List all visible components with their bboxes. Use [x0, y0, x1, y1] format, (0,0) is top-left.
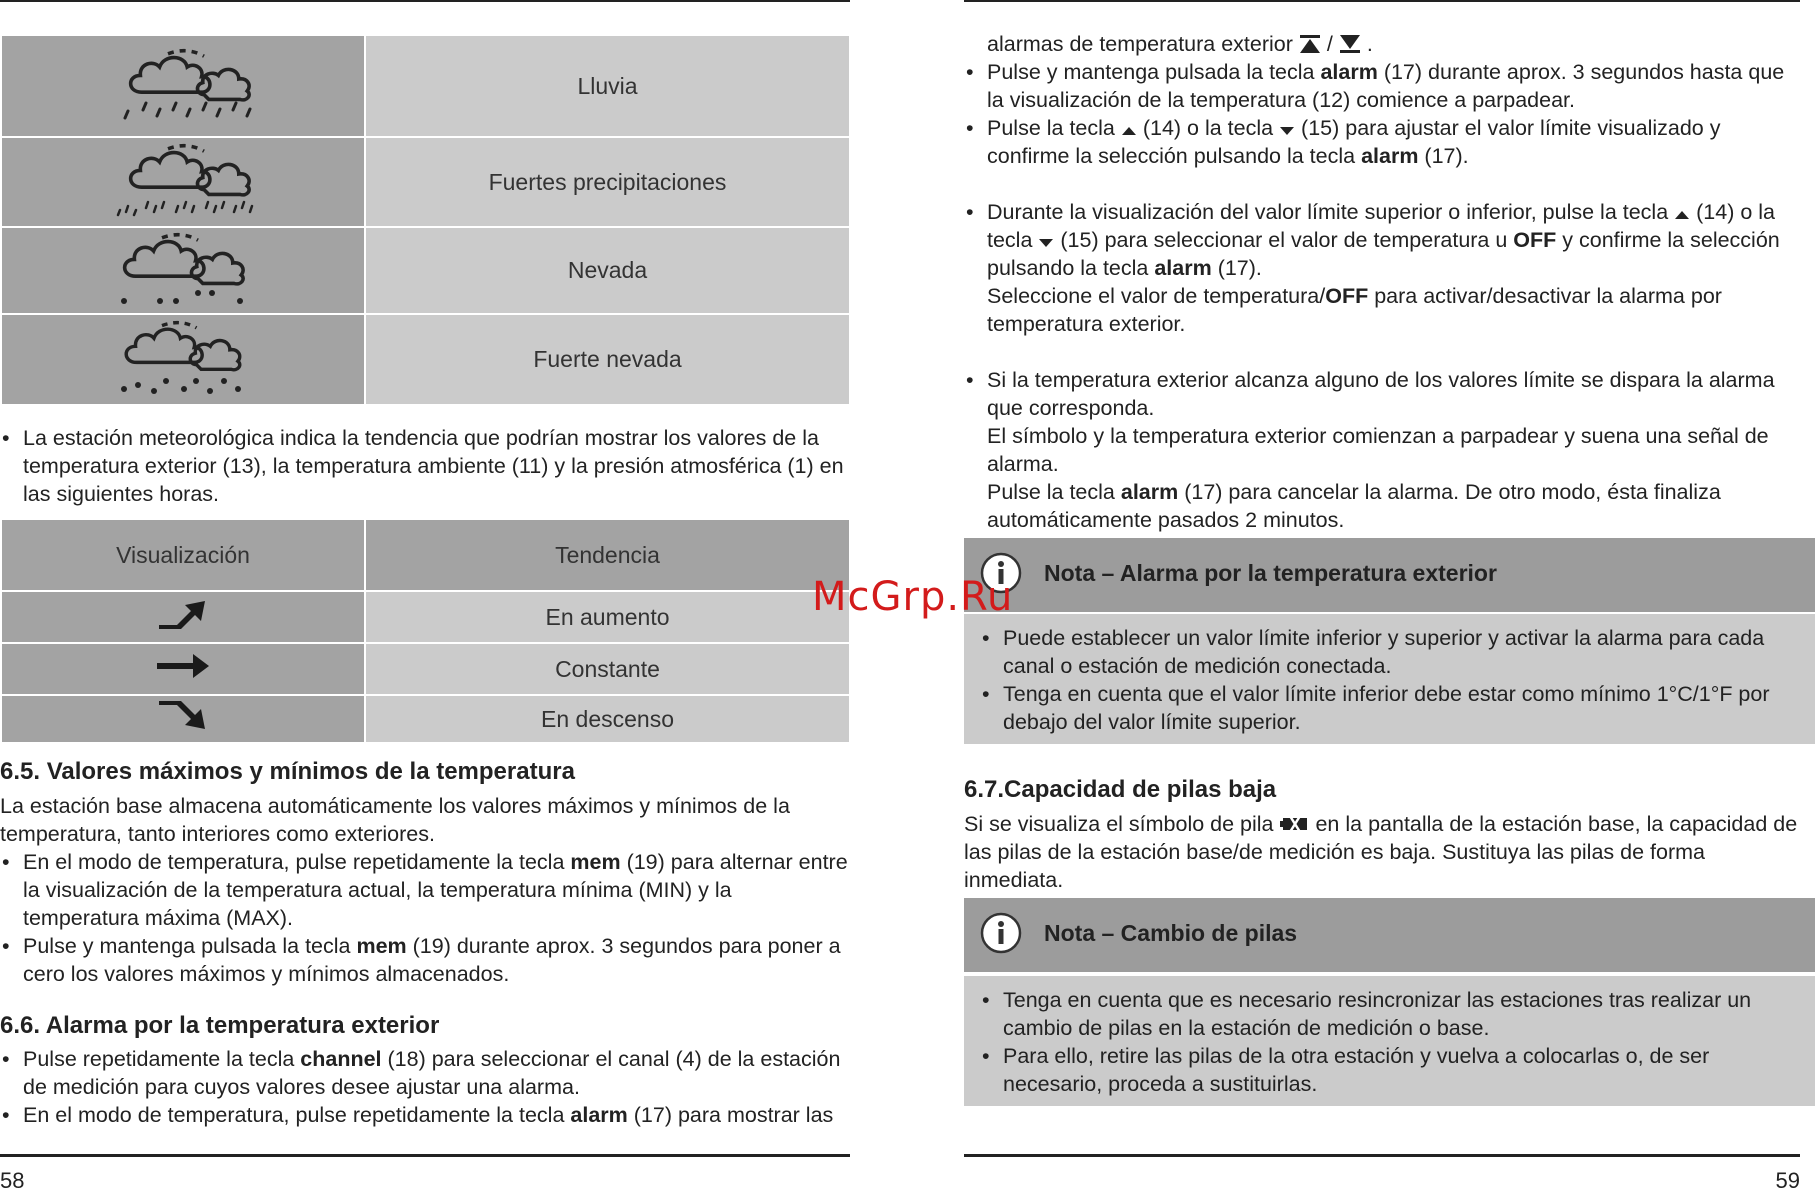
top-rule [0, 0, 850, 2]
snow-icon [98, 229, 268, 307]
down-key-icon [1038, 236, 1054, 250]
table-row [1, 591, 850, 643]
weather-label: Nevada [365, 227, 850, 314]
section-6-6-body [0, 1045, 850, 1129]
list-item: • Para ello, retire las pilas de la otra estación y vuelva a colocarlas o, de ser necesario, proceda a sustituirlas. [980, 1042, 1803, 1098]
down-key-icon [1279, 124, 1295, 138]
section-title-6-6: 6.6. Alarma por la temperatura exterior [0, 1012, 440, 1039]
heavy-rain-icon [98, 140, 268, 218]
list-item: • La estación meteorológica indica la tendencia que podrían mostrar los valores de la temperatura exterior (13), la temperatura ambiente (11) y la presión atmosférica (1) en las siguientes horas. [0, 424, 850, 508]
weather-symbol-table [0, 34, 851, 406]
page-number: 59 [1775, 1168, 1800, 1193]
header-display: Visualización [1, 519, 365, 591]
list-item: • Tenga en cuenta que el valor límite inferior debe estar como mínimo 1°C/1°F por debajo del valor límite superior. [980, 680, 1803, 736]
left-page [0, 0, 850, 1195]
trend-label: En aumento [365, 591, 850, 643]
note-body [964, 614, 1815, 744]
header-trend: Tendencia [365, 519, 850, 591]
min-limit-icon [1339, 34, 1361, 54]
bottom-rule [0, 1154, 850, 1157]
rain-icon [98, 43, 268, 123]
list-item: • Pulse y mantenga pulsada la tecla alarm (17) durante aprox. 3 segundos hasta que la visualización de la temperatura (12) comience a parpadear. [964, 58, 1800, 114]
note-header [964, 898, 1815, 972]
paragraph: alarmas de temperatura exterior / . [987, 32, 1373, 56]
section-6-7-body [964, 810, 1800, 894]
note-header [964, 538, 1815, 612]
list-item: • En el modo de temperatura, pulse repetidamente la tecla alarm (17) para mostrar las [0, 1101, 850, 1129]
arrow-up-icon [157, 597, 209, 631]
trend-intro [0, 424, 850, 508]
trend-table [0, 518, 851, 744]
watermark: McGrp.Ru [812, 574, 1014, 620]
table-header-row [1, 519, 850, 591]
list-item: • En el modo de temperatura, pulse repetidamente la tecla mem (19) para alternar entre la visualización de la temperatura actual, la temperatura mínima (MIN) y la temperatura máxima (MAX). [0, 848, 850, 932]
table-row [1, 227, 850, 314]
list-item: • Durante la visualización del valor límite superior o inferior, pulse la tecla (14) o la tecla (15) para seleccionar el valor de temperatura u OFF y confirme la selección pulsando la tecla alarm (17). Seleccione el valor de temperatura/OFF para activar/desactivar la alarma por temperatura exterior. [964, 198, 1800, 338]
max-limit-icon [1299, 34, 1321, 54]
note-title: Nota – Cambio de pilas [1044, 920, 1298, 946]
bottom-rule [964, 1154, 1800, 1157]
note-title: Nota – Alarma por la temperatura exterior [1044, 560, 1497, 586]
heavy-snow-icon [98, 317, 268, 397]
top-rule [964, 0, 1800, 2]
paragraph: La estación base almacena automáticamente los valores máximos y mínimos de la temperatura, tanto interiores como exteriores. [0, 794, 790, 846]
table-row [1, 137, 850, 227]
list-item: • Si la temperatura exterior alcanza alguno de los valores límite se dispara la alarma que corresponda. El símbolo y la temperatura exterior comienzan a parpadear y suena una señal de alarma. Pulse la tecla alarm (17) para cancelar la alarma. De otro modo, ésta finaliza automáticamente pasados 2 minutos. [964, 366, 1800, 534]
right-page [964, 0, 1800, 1195]
list-item: • Tenga en cuenta que es necesario resincronizar las estaciones tras realizar un cambio de pilas en la estación de medición o base. [980, 986, 1803, 1042]
info-icon [980, 912, 1022, 954]
section-title-6-7: 6.7.Capacidad de pilas baja [964, 776, 1277, 803]
page-number: 58 [0, 1168, 25, 1193]
section-6-5-body [0, 792, 850, 988]
section-title-6-5: 6.5. Valores máximos y mínimos de la temperatura [0, 758, 575, 785]
arrow-right-icon [155, 652, 211, 680]
list-item: • Pulse la tecla (14) o la tecla (15) para ajustar el valor límite visualizado y confirme la selección pulsando la tecla alarm (17). [964, 114, 1800, 170]
up-key-icon [1121, 124, 1137, 138]
note-body [964, 976, 1815, 1106]
up-key-icon [1674, 208, 1690, 222]
weather-label: Lluvia [365, 35, 850, 137]
table-row [1, 643, 850, 695]
table-row [1, 35, 850, 137]
list-item: • Puede establecer un valor límite inferior y superior y activar la alarma para cada canal o estación de medición conectada. [980, 624, 1803, 680]
trend-label: Constante [365, 643, 850, 695]
list-item: • Pulse y mantenga pulsada la tecla mem (19) durante aprox. 3 segundos para poner a cero los valores máximos y mínimos almacenados. [0, 932, 850, 988]
weather-label: Fuerte nevada [365, 314, 850, 405]
alarm-continued-body [964, 30, 1800, 534]
arrow-down-icon [157, 699, 209, 733]
weather-label: Fuertes precipitaciones [365, 137, 850, 227]
paragraph: Si se visualiza el símbolo de pila en la pantalla de la estación base, la capacidad de las pilas de la estación base/de medición es baja. Sustituya las pilas de forma inmediata. [964, 812, 1798, 892]
trend-label: En descenso [365, 695, 850, 743]
table-row [1, 314, 850, 405]
battery-icon [1280, 814, 1310, 834]
table-row [1, 695, 850, 743]
list-item: • Pulse repetidamente la tecla channel (18) para seleccionar el canal (4) de la estación de medición para cuyos valores desee ajustar una alarma. [0, 1045, 850, 1101]
